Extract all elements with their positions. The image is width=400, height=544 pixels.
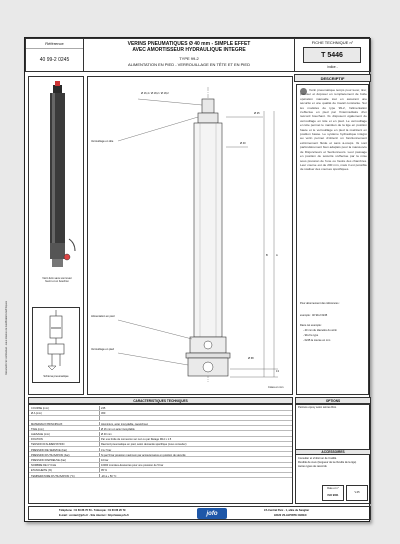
row-value: Ø 16 mm en acier inoxydable (101, 427, 135, 431)
row-label: PRESSION DE SERVICE (bar) (31, 448, 67, 452)
label-verrouillage-pied: Verrouillage en pied (91, 348, 114, 351)
row-value: Ø 40 mm (101, 433, 112, 436)
accessoires-line3: Autres types de raccords (298, 465, 327, 468)
accessoires-title: ACCESSOIRES (321, 450, 345, 454)
dim-d25: Ø 25 (254, 112, 260, 115)
type-label: TYPE 99-2 (179, 56, 199, 61)
reference-value: 40 99-2 0245 (39, 57, 70, 63)
dim-b: B (266, 254, 268, 257)
technical-sheet (24, 37, 370, 522)
descriptif-header (294, 74, 371, 82)
options-header (295, 397, 371, 404)
valve-caption: Vérin livré sans son levier fourni et un bouchon (42, 277, 72, 284)
table-row (29, 468, 292, 473)
reference-box (25, 38, 84, 72)
row-value: 95 % (101, 469, 107, 473)
row-label: FIXATION (31, 438, 43, 442)
version-box (346, 485, 368, 501)
descriptif-footer3: Dans cet exemple : (300, 324, 323, 327)
row-value: Aluminium, acier inoxydable, caoutchouc (101, 422, 149, 426)
table-row (29, 411, 292, 416)
options-title: OPTIONS (325, 398, 341, 403)
subtitle: ALIMENTATION EN PIED - VERROUILLAGE EN TÊTE ET EN PIED (128, 62, 250, 67)
fiche-number: T 5446 (303, 47, 361, 63)
certification-box (322, 485, 344, 501)
row-value: 245 (101, 407, 106, 410)
options-text: Peinture époxy selon teintes RAL (298, 406, 337, 409)
caracteristiques-title: CARACTERISTIQUES TECHNIQUES (133, 398, 188, 403)
accessoires-header (296, 449, 370, 455)
caracteristiques-header (28, 397, 293, 404)
cylinder-drawing (88, 77, 292, 394)
footer-phone: Téléphone : 01 60 86 76 53 - Télécopie : 01 60 86 26 79 (59, 509, 126, 512)
reference-label: Référence (45, 41, 64, 46)
descriptif-text: Vérin pneumatique temps pour lever, tirer, pousser et déposer en remplacement de boîte opération manuelle tout en assurant une sécurité et une qualité de travail constante. Sur les modèles de type 99-2, l'alimentation s'effectue en pied par l'intermédiaire d'un raccord bouchant. Ils disposent également de verrouillage en tête et en pied. Le verrouillage en tête permet le maintien de la tige en position haute et le verrouillage en pied la maintient en position basse. Le système hydraulique intégré au vérin permet d'obtenir un fonctionnement extrêmement fluide et sans à-coups. Ils sont particulièrement bien adaptés pour la manœuvre de Disjoncteurs et Sectionneurs. Leur passage en position de sécurité s'effectue par la mise sous pression de l'une ou l'autre des chambres. Leur course est de 200 mm, mais il est possible de réaliser des courses spécifiques. (300, 88, 367, 172)
photo-column (28, 76, 84, 395)
table-row (29, 437, 292, 442)
cert-date: Date et n° (327, 487, 339, 490)
table-row (29, 422, 292, 427)
footer-address2: 93420 VILLEPINTE CEDEX (274, 514, 307, 517)
row-label: ETANCHEITE (%) (31, 469, 52, 473)
row-label: PRESSION D'EPREUVE (bar) (31, 459, 67, 462)
row-value: Raccord pneumatique en pied, selon demande spécifique (nous consulter) (101, 443, 187, 447)
row-label: MATERIAUX PRINCIPAUX (31, 422, 63, 426)
row-label: COURSE (mm) (31, 407, 49, 410)
descriptif-footer2: exemple : 40 99-2 0245 (300, 314, 328, 317)
table-row (29, 416, 292, 421)
descriptif-footer4: - 40 mm du diamètre du vérin (303, 329, 337, 332)
row-label: TIGE (mm) (31, 427, 44, 431)
indice-label: indice - (327, 65, 338, 69)
dim-d40: Ø 40 (240, 142, 246, 145)
row-value: Par une bride de connexion sur nez ou par filetage M14 x 1.5 (101, 438, 172, 442)
row-value: 360 (101, 412, 106, 416)
side-note: Document non contractuel - sous réserve de modifications techniques (5, 301, 8, 375)
cotes-note: Cotes en mm (268, 386, 284, 389)
label-verrouillage-tete: Verrouillage en tête (91, 140, 114, 143)
title-line1: VERINS PNEUMATIQUES Ø 40 mm - SIMPLE EFFET (127, 41, 251, 47)
row-label: TENSION D'ALIMENTATION (31, 443, 65, 447)
options-box (295, 404, 371, 504)
row-label: NOMBRE DE CYCLE (31, 464, 57, 468)
title-box (83, 38, 295, 72)
schema-box (32, 307, 80, 383)
dim-a: A (276, 254, 278, 257)
descriptif-footer1: Pour abonnement des références : (300, 302, 340, 305)
accessoires-line1: Consulter et s'informer de l'outillé. (298, 457, 337, 460)
accessoires-line2: Flexible de cuve (longueur de la cheville de la tige) (298, 461, 357, 464)
schema-caption: Schéma pneumatique (43, 375, 69, 378)
row-label: TEMPERATURE D'UTILISATION (°C) (31, 474, 75, 478)
descriptif-box (296, 84, 369, 395)
row-value: 3 à 7 bar (101, 448, 112, 452)
footer-email: E-mail : contact@jofo.fr - Site internet : http://www.jofo.fr (59, 514, 130, 517)
pneumatic-schema (33, 308, 79, 374)
dim-13: 13 (276, 370, 279, 373)
descriptif-footer6: - 0245 la course en mm (303, 339, 331, 342)
callout-top: Ø 16,4 / Ø 18,2 / Ø 18,2 (141, 92, 169, 95)
footer-address1: ZA Central Parc - 1, allée du Sanglier (264, 509, 310, 512)
row-value: 10000 montées-descentes pour une pression de 5 bar (101, 464, 164, 468)
row-label: ALESAGE (mm) (31, 433, 50, 436)
row-label: Ø A (mm) (31, 412, 42, 416)
table-row (29, 448, 292, 453)
table-row (29, 463, 292, 468)
title-line2: AVEC AMORTISSEUR HYDRAULIQUE INTEGRE (132, 47, 246, 53)
fiche-label: FICHE TECHNIQUE n° (311, 40, 354, 45)
table-row (29, 427, 292, 432)
row-label: PRESSION D'UTILISATION (bar) (31, 453, 70, 457)
row-value: -20 à + 50 °C (101, 474, 117, 478)
descriptif-label: DESCRIPTIF (320, 75, 345, 81)
table-row (29, 453, 292, 458)
table-row (29, 432, 292, 437)
jofo-logo: jofo (197, 508, 227, 519)
dim-d68: Ø 68 (248, 357, 254, 360)
cylinder-photo (29, 77, 83, 297)
table-row (29, 442, 292, 447)
cert-version: V.45 (354, 491, 360, 494)
label-alimentation: Alimentation en pied (91, 315, 115, 318)
caracteristiques-table (28, 404, 293, 504)
table-row (29, 406, 292, 411)
cert-iso: ISO 9001 (327, 494, 339, 497)
descriptif-footer5: - 99-2 le type (303, 334, 319, 337)
row-value: 10 bar (101, 459, 109, 462)
table-row (29, 458, 292, 463)
table-row (29, 474, 292, 479)
technical-drawing (87, 76, 293, 395)
row-value: Si par 5 bar pression maximum par accoutumance en position de sécurité (101, 453, 186, 457)
